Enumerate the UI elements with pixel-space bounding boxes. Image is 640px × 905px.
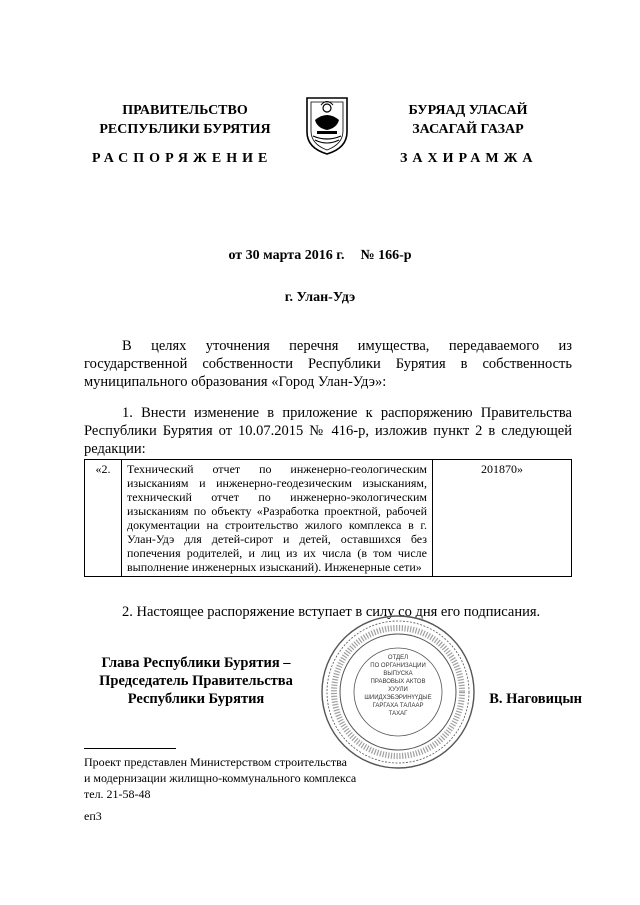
footer-phone: тел. 21-58-48 (84, 787, 151, 801)
stamp-line: ПО ОРГАНИЗАЦИИ (370, 663, 426, 669)
stamp-line: ХУУЛИ (388, 687, 408, 693)
official-stamp (320, 614, 476, 770)
stamp-line: ШИИДХЭБЭРИНҮҮДЫЕ (364, 695, 432, 701)
row-amount-cell: 201870» (433, 460, 572, 577)
document-date: от 30 марта 2016 г. (228, 248, 345, 263)
stamp-line: ТАХАГ (388, 711, 408, 717)
header-left (80, 101, 290, 139)
header-right (378, 101, 558, 139)
row-description-cell: Технический отчет по инженерно-геологическим изысканиям и инженерно-геодезическим изысканиям, технический отчет по инженерно-экологическим изысканиям по объекту «Разработка проектной, рабочей документации на строительство жилого комплекса в г. Улан-Удэ для детей-сирот и детей, оставшихся без попечения родителей, и лиц из их числа (в том числе выполнение инженерных изысканий). Инженерные сети» (122, 460, 433, 577)
row-number-cell: «2. (85, 460, 122, 577)
stamp-center-text (354, 654, 442, 718)
coat-of-arms-emblem (303, 90, 351, 156)
doc-type-right: ЗАХИРАМЖА (400, 151, 538, 166)
footer-line2: и модернизации жилищно-коммунального комплекса (84, 771, 357, 785)
date-number-line (0, 248, 640, 264)
preamble-paragraph: В целях уточнения перечня имущества, передаваемого из государственной собственности Республики Бурятия в собственность муниципального образования «Город Улан-Удэ»: (84, 338, 572, 390)
org-name-bur-line2: ЗАСАГАЙ ГАЗАР (412, 122, 524, 137)
document-code: еп3 (84, 809, 102, 823)
table-row (85, 460, 572, 577)
footer-line1: Проект представлен Министерством строительства (84, 755, 347, 769)
signatory-title-line1: Глава Республики Бурятия – (101, 655, 291, 671)
org-name-bur-line1: БУРЯАД УЛАСАЙ (408, 103, 528, 118)
signatory-name: В. Наговицын (489, 691, 582, 707)
item2-paragraph: 2. Настоящее распоряжение вступает в силу со дня его подписания. (122, 604, 541, 620)
stamp-line: ОТДЕЛ (387, 655, 409, 661)
signatory-title-line3: Республики Бурятия (127, 691, 265, 707)
org-name-line1: ПРАВИТЕЛЬСТВО (122, 103, 248, 118)
item1-paragraph: 1. Внести изменение в приложение к распоряжению Правительства Республики Бурятия от 10.07.2015 № 416-р, изложив пункт 2 в следующей редакции: (84, 405, 572, 457)
items-table (84, 459, 572, 577)
stamp-line: ГАРГАХА ТАЛААР (372, 703, 424, 709)
stamp-line: ВЫПУСКА (383, 671, 413, 677)
document-number: № 166-р (360, 248, 412, 263)
doc-type-left: РАСПОРЯЖЕНИЕ (92, 151, 273, 166)
footer-note (84, 754, 484, 802)
signatory-title (96, 654, 296, 708)
org-name-line2: РЕСПУБЛИКИ БУРЯТИЯ (99, 122, 271, 137)
footer-divider (84, 748, 176, 749)
document-city: г. Улан-Удэ (284, 290, 356, 305)
signatory-title-line2: Председатель Правительства (99, 673, 293, 689)
stamp-line: ПРАВОВЫХ АКТОВ (370, 679, 426, 685)
